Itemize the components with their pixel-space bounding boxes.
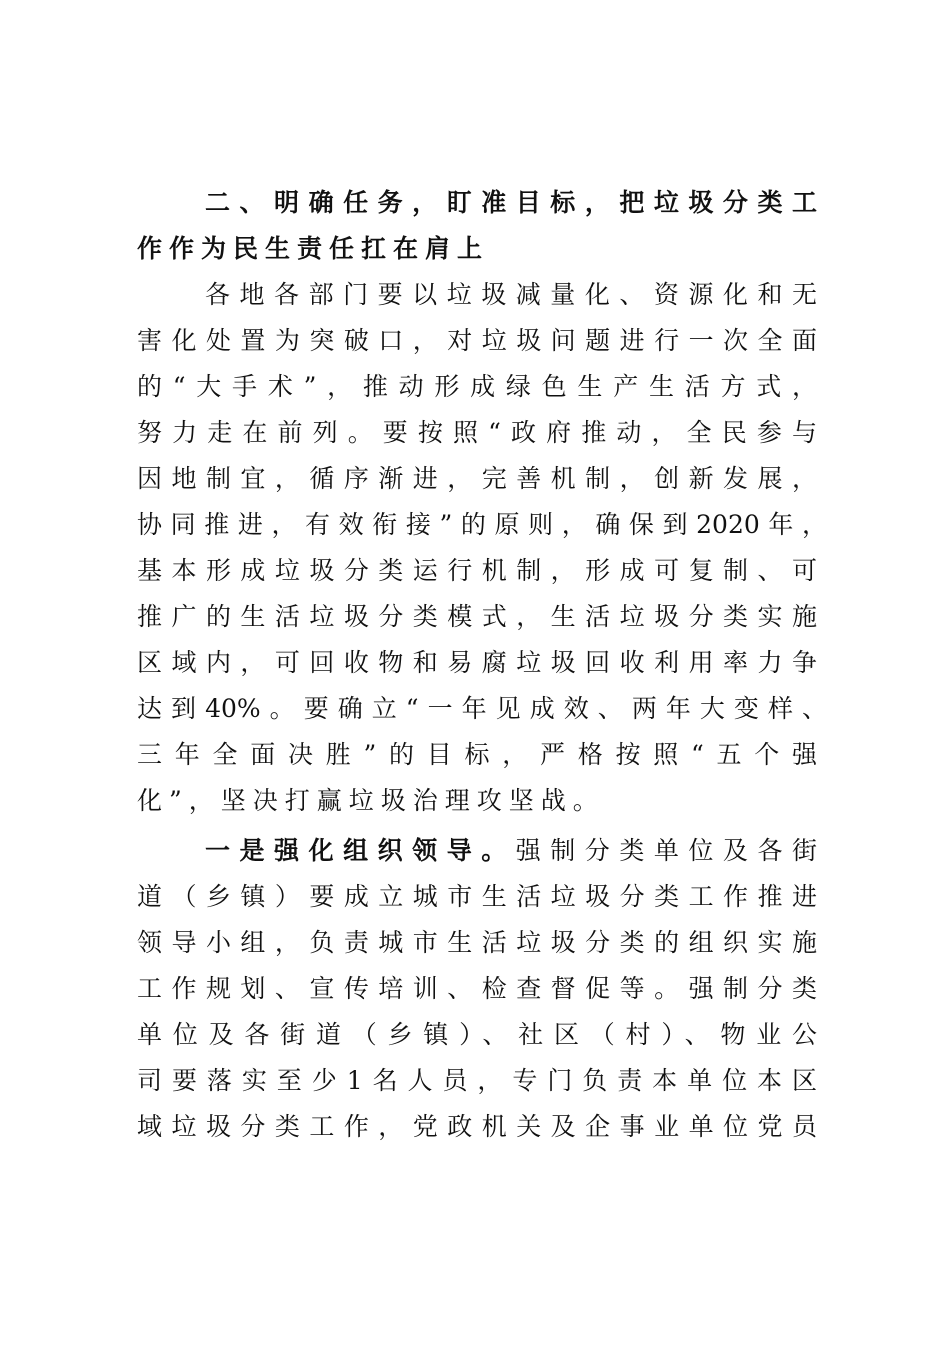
paragraph-1-line: 的“大手术”，推动形成绿色生产生活方式， — [137, 372, 817, 401]
paragraph-1-line: 三年全面决胜”的目标，严格按照“五个强 — [137, 740, 817, 769]
paragraph-1-line: 推广的生活垃圾分类模式，生活垃圾分类实施 — [137, 602, 817, 631]
paragraph-1-line: 因地制宜，循序渐进，完善机制，创新发展， — [137, 464, 817, 493]
paragraph-2-lead-bold: 一是强化组织领导。 — [205, 836, 516, 865]
paragraph-1-line: 努力走在前列。要按照“政府推动，全民参与 — [137, 418, 817, 447]
paragraph-1-line: 达到40%。要确立“一年见成效、两年大变样、 — [137, 694, 827, 723]
paragraph-2-line: 域垃圾分类工作，党政机关及企事业单位党员 — [137, 1112, 817, 1141]
paragraph-1-line: 各地各部门要以垃圾减量化、资源化和无 — [205, 280, 817, 309]
paragraph-1-line: 化”，坚决打赢垃圾治理攻坚战。 — [137, 786, 605, 815]
paragraph-2-line: 领导小组，负责城市生活垃圾分类的组织实施 — [137, 928, 817, 957]
paragraph-1-line: 协同推进，有效衔接”的原则，确保到2020年， — [137, 510, 827, 539]
paragraph-1-line: 基本形成垃圾分类运行机制，形成可复制、可 — [137, 556, 817, 585]
paragraph-2-line: 司要落实至少1名人员，专门负责本单位本区 — [137, 1066, 817, 1095]
paragraph-2-line: 单位及各街道（乡镇）、社区（村）、物业公 — [137, 1020, 817, 1049]
paragraph-2-line: 工作规划、宣传培训、检查督促等。强制分类 — [137, 974, 817, 1003]
paragraph-2-line: 道（乡镇）要成立城市生活垃圾分类工作推进 — [137, 882, 817, 911]
paragraph-1-line: 害化处置为突破口，对垃圾问题进行一次全面 — [137, 326, 817, 355]
paragraph-1-line: 区域内，可回收物和易腐垃圾回收利用率力争 — [137, 648, 817, 677]
paragraph-2-first-line — [205, 828, 817, 874]
section-heading-line-2: 作作为民生责任扛在肩上 — [137, 234, 490, 263]
paragraph-2-lead-rest: 强制分类单位及各街 — [515, 836, 817, 865]
section-heading-line-1: 二、明确任务，盯准目标，把垃圾分类工 — [205, 188, 817, 217]
